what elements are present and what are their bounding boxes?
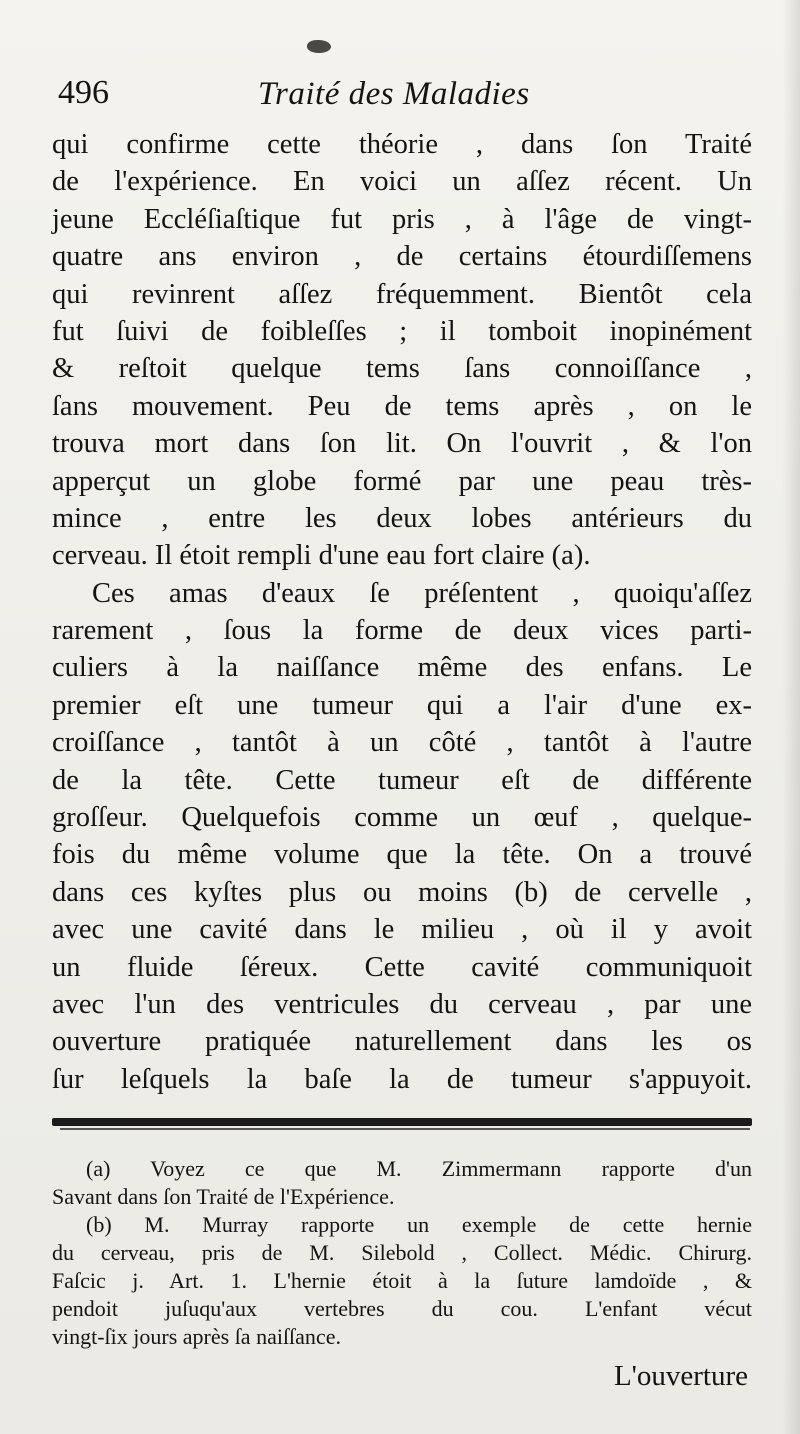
body-line: qui confirme cette théorie , dans ſon Traité [52,129,752,160]
footnote-line: Faſcic j. Art. 1. L'hernie étoit à la ſuture lamdoïde , & [52,1268,752,1293]
body-line: ſans mouvement. Peu de tems après , on le [52,390,752,422]
footnote-line: pendoit juſuqu'aux vertebres du cou. L'enfant vécut [52,1296,752,1321]
body-line: croiſſance , tantôt à un côté , tantôt à l'autre [52,727,752,759]
body-line: dans ces kyſtes plus ou moins (b) de cervelle , [52,876,752,908]
footnote-line: (a) Voyez ce que M. Zimmermann rapporte d'un [86,1156,752,1181]
body-line: fut ſuivi de foibleſſes ; il tomboit inopinément [52,315,752,347]
body-line: quatre ans environ , de certains étourdiſſemens [52,241,752,273]
body-line: mince , entre les deux lobes antérieurs du [52,502,752,534]
body-line: un fluide ſéreux. Cette cavité communiquoit [52,951,752,983]
body-line: qui revinrent aſſez fréquemment. Bientôt cela [52,278,752,310]
body-line: de l'expérience. En voici un aſſez récent. Un [52,166,752,198]
body-line: ſur leſquels la baſe la de tumeur s'appuyoit. [52,1063,752,1095]
body-line: rarement , ſous la forme de deux vices parti- [52,615,752,647]
body-line: trouva mort dans ſon lit. On l'ouvrit , & l'on [52,428,752,460]
body-line: avec une cavité dans le milieu , où il y avoit [52,914,752,946]
page-number: 496 [58,74,109,111]
catchword: L'ouverture [613,1360,748,1392]
body-line: culiers à la naiſſance même des enfans. Le [52,652,752,684]
footnotes [52,1155,752,1351]
footnote-line: vingt-ſix jours après ſa naiſſance. [52,1324,341,1349]
body-line: groſſeur. Quelquefois comme un œuf , quelque- [52,802,752,834]
footnote-line: (b) M. Murray rapporte un exemple de cette hernie [86,1212,752,1237]
page-edge-shadow [782,0,800,1434]
footnote-rule [52,1118,752,1126]
body-line: ouverture pratiquée naturellement dans les os [52,1026,752,1058]
footnote-rule-thin [60,1128,750,1130]
body-line: & reſtoit quelque tems ſans connoiſſance , [52,353,752,385]
body-line: avec l'un des ventricules du cerveau , par une [52,988,752,1020]
body-line: premier eſt une tumeur qui a l'air d'une ex- [52,689,752,721]
running-title: Traité des Maladies [258,76,530,112]
body-line: fois du même volume que la tête. On a trouvé [52,839,752,871]
main-text [52,126,752,1098]
body-line: apperçut un globe formé par une peau très- [52,465,752,497]
footnote-line: Savant dans ſon Traité de l'Expérience. [52,1184,395,1209]
body-line-paragraph-start: Ces amas d'eaux ſe préſentent , quoiqu'aſſez [92,577,752,609]
footnote-line: du cerveau, pris de M. Silebold , Collect. Médic. Chirurg. [52,1240,752,1265]
body-line: cerveau. Il étoit rempli d'une eau fort claire (a). [52,540,591,572]
running-head [58,74,748,126]
body-line: de la tête. Cette tumeur eſt de différente [52,764,752,796]
body-line: jeune Eccléſiaſtique fut pris , à l'âge de vingt- [52,203,752,235]
ink-blot [307,40,331,53]
